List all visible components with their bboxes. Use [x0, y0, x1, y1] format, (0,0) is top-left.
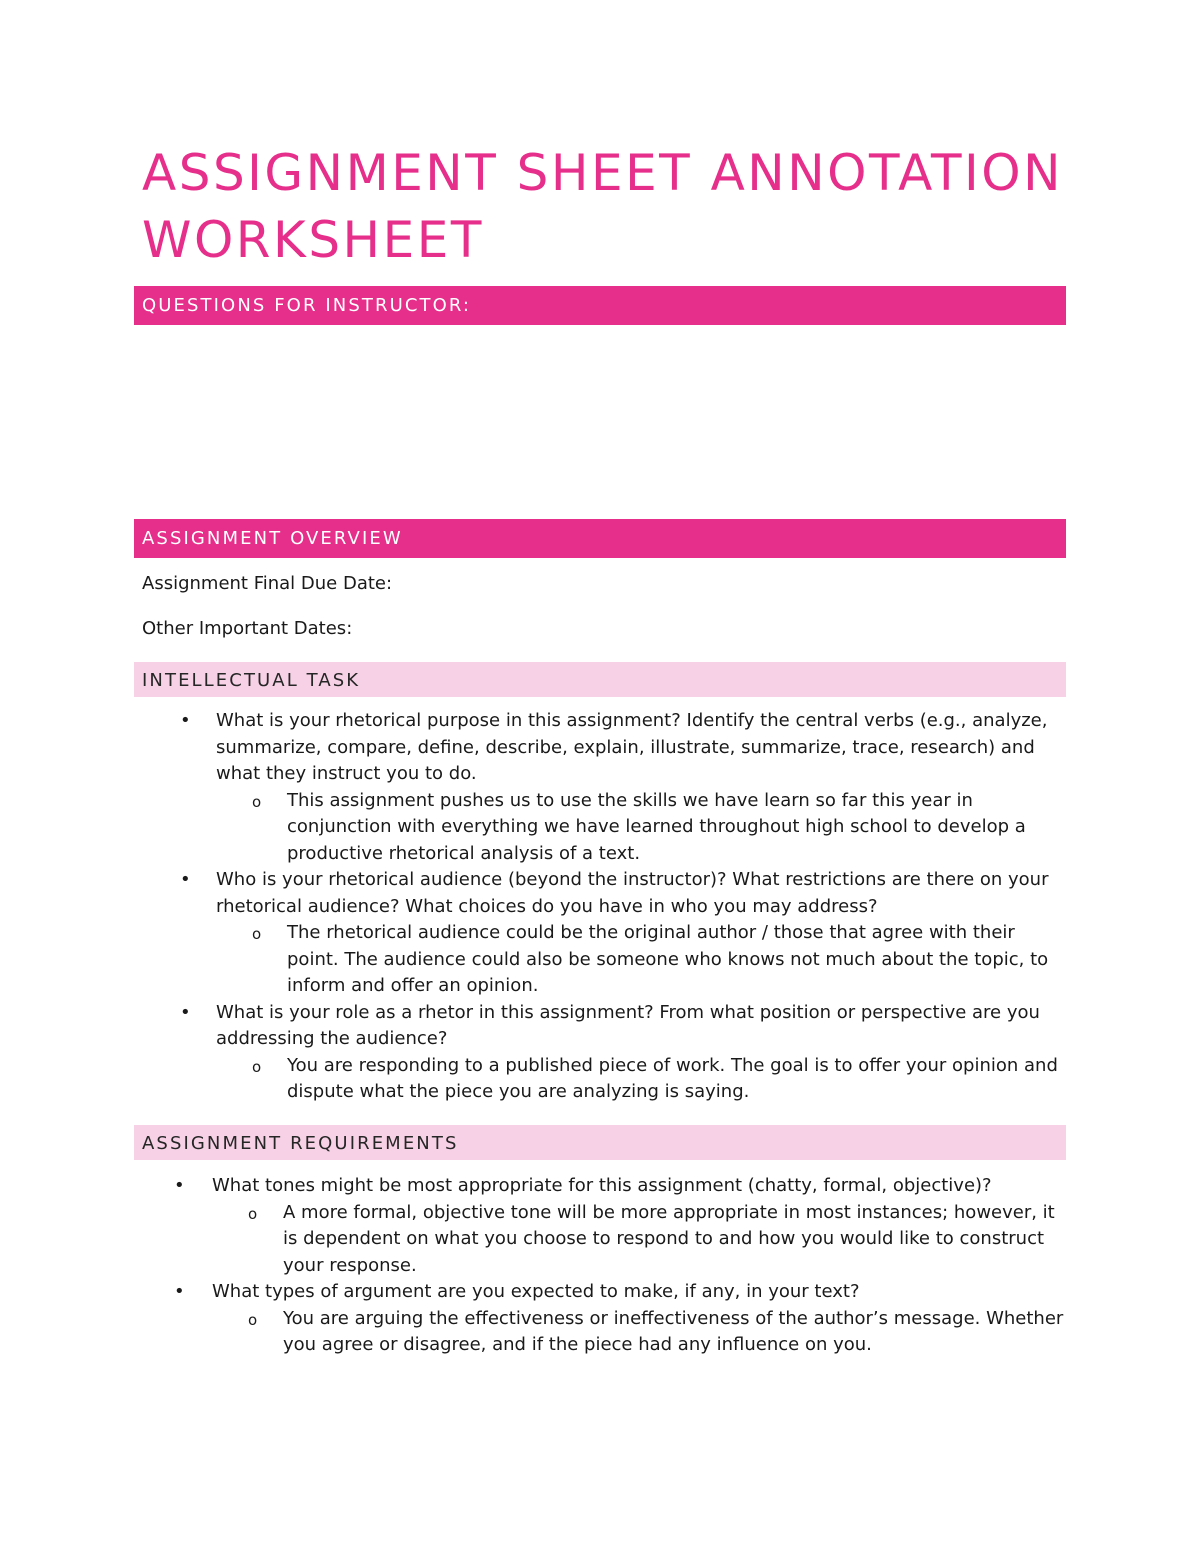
answer-list: [216, 1053, 1072, 1106]
requirements-list: [142, 1173, 1072, 1359]
list-item: [212, 1200, 1072, 1280]
assignment-requirements-heading: ASSIGNMENT REQUIREMENTS: [134, 1125, 1066, 1160]
answer-list: [216, 920, 1072, 1000]
answer-text: You are arguing the effectiveness or ineffectiveness of the author’s message. Whether you agree or disagree, and if the piece had any influence on you.: [283, 1307, 1064, 1355]
bullet-icon: •: [174, 1281, 185, 1302]
answer-text: You are responding to a published piece of work. The goal is to offer your opinion and dispute what the piece you are analyzing is saying.: [287, 1054, 1058, 1102]
list-item: [142, 1000, 1072, 1106]
answer-list: [212, 1306, 1072, 1359]
intellectual-task-list: [142, 708, 1072, 1106]
question-text: Who is your rhetorical audience (beyond the instructor)? What restrictions are there on your rhetorical audience? What choices do you have in who you may address?: [216, 869, 1049, 917]
bullet-icon: •: [180, 869, 191, 890]
question-text: What types of argument are you expected to make, if any, in your text?: [212, 1281, 860, 1302]
answer-text: A more formal, objective tone will be more appropriate in most instances; however, it is dependent on what you choose to respond to and how you would like to construct your response.: [283, 1201, 1055, 1276]
bullet-icon: •: [180, 710, 191, 731]
answer-text: This assignment pushes us to use the skills we have learn so far this year in conjunction with everything we have learned throughout high school to develop a productive rhetorical analysis of a text.: [287, 789, 1026, 864]
page-title: ASSIGNMENT SHEET ANNOTATION WORKSHEET: [142, 144, 1063, 269]
questions-for-instructor-heading: QUESTIONS FOR INSTRUCTOR:: [134, 286, 1066, 325]
list-item: [142, 1279, 1072, 1359]
assignment-overview-heading: ASSIGNMENT OVERVIEW: [134, 519, 1066, 558]
sub-bullet-icon: o: [252, 1057, 262, 1076]
list-item: [216, 920, 1072, 1000]
answer-list: [216, 788, 1072, 868]
bullet-icon: •: [174, 1175, 185, 1196]
answer-list: [212, 1200, 1072, 1280]
answer-text: The rhetorical audience could be the original author / those that agree with their point. The audience could also be someone who knows not much about the topic, to inform and offer an opinion.: [287, 922, 1049, 996]
question-text: What is your role as a rhetor in this assignment? From what position or perspective are you addressing the audience?: [216, 1001, 1040, 1049]
sub-bullet-icon: o: [248, 1204, 258, 1223]
question-text: What is your rhetorical purpose in this assignment? Identify the central verbs (e.g., analyze, summarize, compare, define, describe, explain, illustrate, summarize, trace, research) and what they instruct you to do.: [216, 710, 1048, 784]
list-item: [216, 1053, 1072, 1106]
list-item: [142, 1173, 1072, 1279]
list-item: [142, 708, 1072, 867]
list-item: [142, 867, 1072, 1000]
due-date-label: Assignment Final Due Date:: [142, 573, 393, 594]
question-text: What tones might be most appropriate for this assignment (chatty, formal, objective)?: [212, 1175, 992, 1196]
bullet-icon: •: [180, 1001, 191, 1023]
intellectual-task-heading: INTELLECTUAL TASK: [134, 662, 1066, 697]
other-dates-label: Other Important Dates:: [142, 618, 353, 639]
sub-bullet-icon: o: [248, 1310, 258, 1329]
list-item: [212, 1306, 1072, 1359]
sub-bullet-icon: o: [252, 925, 262, 943]
list-item: [216, 788, 1072, 868]
sub-bullet-icon: o: [252, 792, 262, 811]
